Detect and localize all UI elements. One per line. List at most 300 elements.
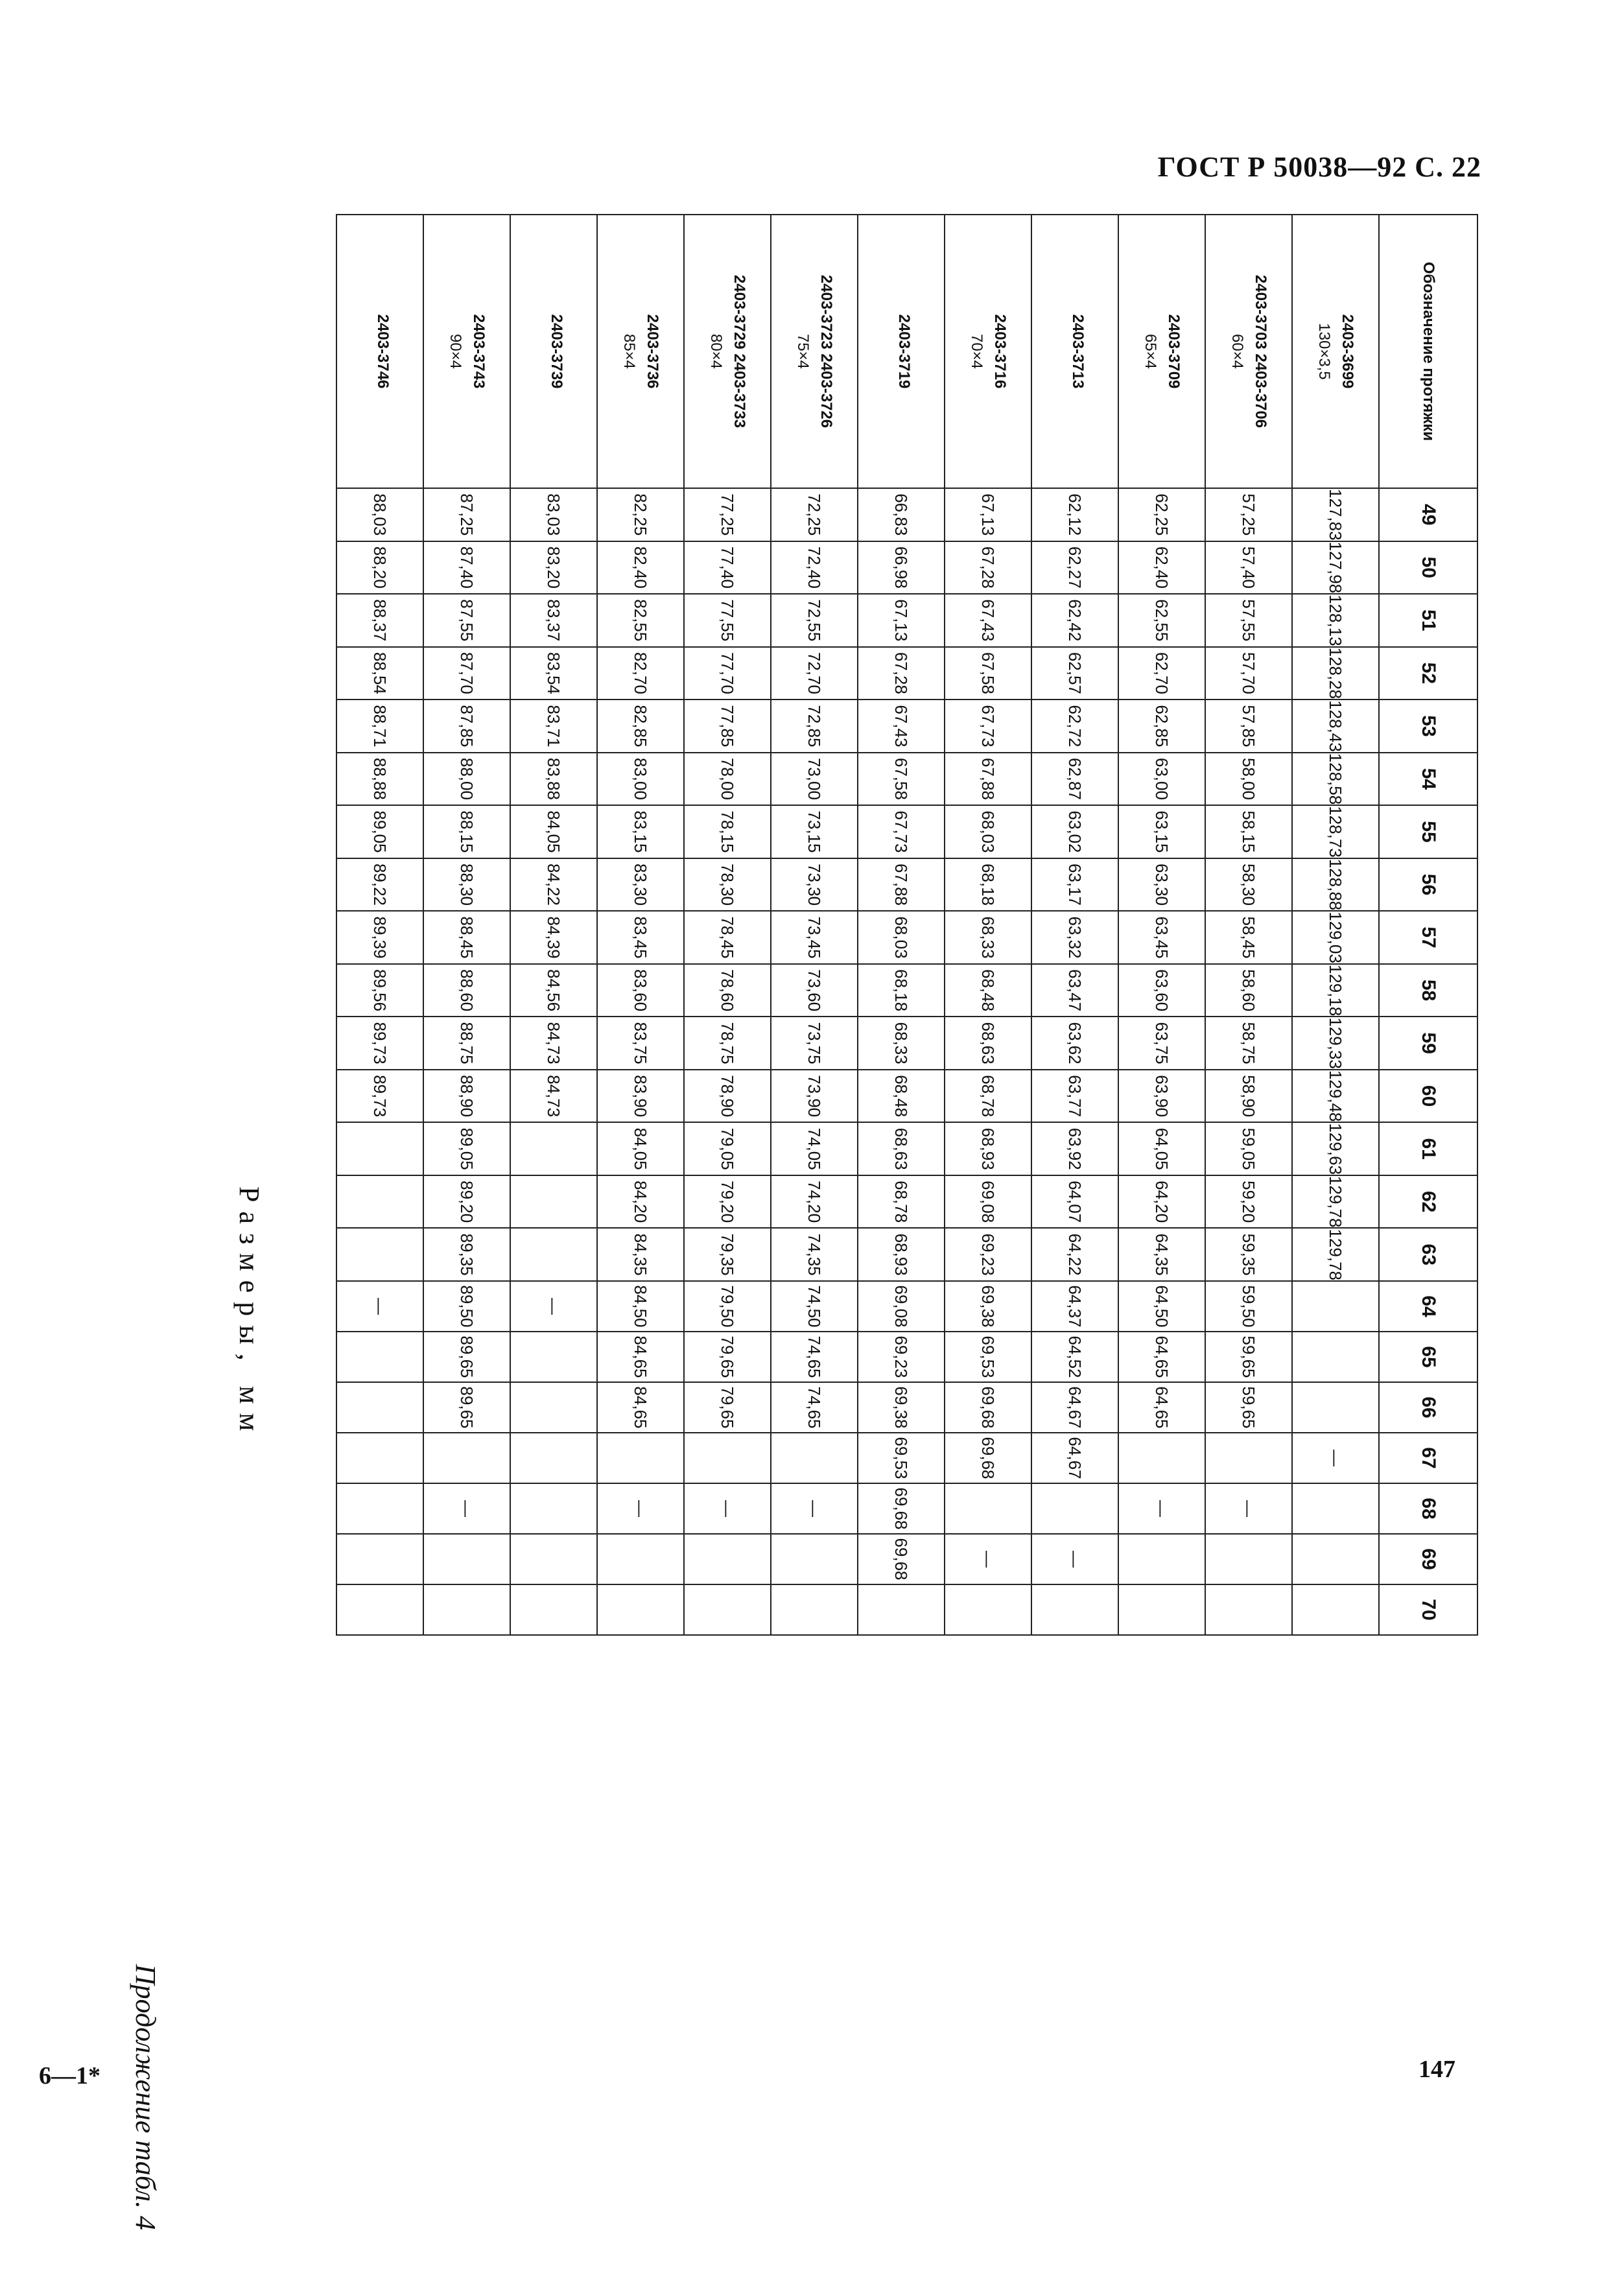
diameter-cell: 87,25 xyxy=(423,488,510,541)
broach-code-text: 2403-3716 xyxy=(991,314,1009,389)
diameter-cell: 68,18 xyxy=(945,858,1031,912)
diameter-cell: 83,54 xyxy=(510,647,597,700)
diameter-cell: 129,78 xyxy=(1292,1175,1379,1229)
diameter-cell: 129,03 xyxy=(1292,911,1379,964)
diameter-cell xyxy=(597,1433,684,1483)
diameter-cell: 64,22 xyxy=(1031,1228,1118,1281)
diameter-cell: 87,55 xyxy=(423,594,510,647)
diameter-cell: 78,75 xyxy=(684,1017,771,1070)
diameter-cell: 68,63 xyxy=(945,1017,1031,1070)
diameter-cell: 87,85 xyxy=(423,700,510,753)
diameter-cell: 89,56 xyxy=(336,964,423,1017)
diameter-cell: 79,50 xyxy=(684,1281,771,1332)
diameter-cell: — xyxy=(336,1281,423,1332)
diameter-cell xyxy=(1205,1433,1292,1483)
diameter-cell: 63,47 xyxy=(1031,964,1118,1017)
diameter-cell: 64,65 xyxy=(1118,1332,1205,1382)
broach-code-text: 2403-3739 xyxy=(548,314,565,389)
diameter-cell: 78,45 xyxy=(684,911,771,964)
tooth-number-header: 49 xyxy=(1379,488,1477,541)
diameter-cell xyxy=(771,1534,858,1584)
diameter-cell: 63,77 xyxy=(1031,1070,1118,1123)
broach-code-text: 2403-3729 2403-3733 xyxy=(731,274,748,429)
diameter-cell: 73,15 xyxy=(771,805,858,858)
diameter-cell: 74,50 xyxy=(771,1281,858,1332)
diameter-cell: 72,70 xyxy=(771,647,858,700)
diameter-cell: 63,92 xyxy=(1031,1122,1118,1175)
diameter-cell xyxy=(510,1584,597,1635)
diameter-cell: 62,87 xyxy=(1031,753,1118,806)
diameter-cell: 84,05 xyxy=(510,805,597,858)
diameter-cell: 88,37 xyxy=(336,594,423,647)
diameter-cell: 64,35 xyxy=(1118,1228,1205,1281)
diameter-cell xyxy=(1118,1584,1205,1635)
diameter-cell: 73,60 xyxy=(771,964,858,1017)
diameter-cell: 77,25 xyxy=(684,488,771,541)
broach-code-text: 2403-3713 xyxy=(1069,314,1087,389)
tooth-number-header: 62 xyxy=(1379,1175,1477,1229)
diameter-cell: 58,45 xyxy=(1205,911,1292,964)
diameter-cell xyxy=(1118,1433,1205,1483)
diameter-cell: 78,00 xyxy=(684,753,771,806)
diameter-cell: 69,68 xyxy=(858,1483,945,1534)
broach-dxm-text: 90×4 xyxy=(447,333,464,370)
diameter-cell: 68,63 xyxy=(858,1122,945,1175)
diameter-cell xyxy=(771,1433,858,1483)
diameter-cell: 129,48 xyxy=(1292,1070,1379,1123)
diameter-cell: 78,90 xyxy=(684,1070,771,1123)
diameter-cell: 66,83 xyxy=(858,488,945,541)
diameter-cell: 58,00 xyxy=(1205,753,1292,806)
diameter-cell: 68,18 xyxy=(858,964,945,1017)
diameter-cell: 128,28 xyxy=(1292,647,1379,700)
diameter-cell: 82,25 xyxy=(597,488,684,541)
diameter-cell: 62,27 xyxy=(1031,541,1118,594)
tooth-number-header: 54 xyxy=(1379,753,1477,806)
diameter-cell xyxy=(336,1534,423,1584)
diameter-cell: 67,73 xyxy=(858,805,945,858)
diameter-cell: 63,60 xyxy=(1118,964,1205,1017)
diameter-cell: 59,65 xyxy=(1205,1332,1292,1382)
diameter-cell xyxy=(423,1584,510,1635)
diameter-cell: 59,35 xyxy=(1205,1228,1292,1281)
diameter-cell: 68,78 xyxy=(945,1070,1031,1123)
diameter-cell: 64,67 xyxy=(1031,1382,1118,1433)
diameter-cell: 59,65 xyxy=(1205,1382,1292,1433)
diameter-cell: 84,50 xyxy=(597,1281,684,1332)
tooth-number-header: 61 xyxy=(1379,1122,1477,1175)
diameter-cell: 77,40 xyxy=(684,541,771,594)
diameter-cell: 83,20 xyxy=(510,541,597,594)
diameter-cell: 63,30 xyxy=(1118,858,1205,912)
diameter-cell: 74,65 xyxy=(771,1382,858,1433)
diameter-cell: 87,70 xyxy=(423,647,510,700)
diameter-cell: 79,65 xyxy=(684,1332,771,1382)
diameter-cell: 72,40 xyxy=(771,541,858,594)
diameter-cell: 69,23 xyxy=(858,1332,945,1382)
diameter-cell: 59,20 xyxy=(1205,1175,1292,1229)
diameter-cell: 83,90 xyxy=(597,1070,684,1123)
diameter-cell: 66,98 xyxy=(858,541,945,594)
diameter-cell: 127,98 xyxy=(1292,541,1379,594)
broach-code xyxy=(1118,215,1205,488)
broach-code-text: 2403-3709 xyxy=(1165,314,1183,389)
broach-dxm-text: 70×4 xyxy=(968,333,985,370)
diameter-cell: 73,75 xyxy=(771,1017,858,1070)
diameter-cell xyxy=(1292,1332,1379,1382)
diameter-cell: 63,02 xyxy=(1031,805,1118,858)
broach-code xyxy=(336,215,423,488)
diameter-cell xyxy=(945,1584,1031,1635)
broach-code-text: 2403-3699 xyxy=(1339,314,1356,389)
diameter-cell: 82,40 xyxy=(597,541,684,594)
diameter-cell: — xyxy=(423,1483,510,1534)
diameter-cell: 68,78 xyxy=(858,1175,945,1229)
diameter-cell: 127,83 xyxy=(1292,488,1379,541)
diameter-cell: 58,30 xyxy=(1205,858,1292,912)
diameter-cell xyxy=(1118,1534,1205,1584)
diameter-cell: 129,18 xyxy=(1292,964,1379,1017)
diameter-cell: 58,75 xyxy=(1205,1017,1292,1070)
diameter-cell: 63,90 xyxy=(1118,1070,1205,1123)
broach-code-text: 2403-3746 xyxy=(374,314,392,389)
diameter-cell: 72,55 xyxy=(771,594,858,647)
diameter-cell: 59,05 xyxy=(1205,1122,1292,1175)
tooth-number-header: 70 xyxy=(1379,1584,1477,1635)
diameter-cell: 64,65 xyxy=(1118,1382,1205,1433)
diameter-cell: — xyxy=(945,1534,1031,1584)
broach-code xyxy=(945,215,1031,488)
diameter-cell: 79,05 xyxy=(684,1122,771,1175)
diameter-cell: 74,65 xyxy=(771,1332,858,1382)
diameter-cell: 83,15 xyxy=(597,805,684,858)
diameter-cell xyxy=(1292,1534,1379,1584)
diameter-cell: 67,43 xyxy=(945,594,1031,647)
diameter-cell: 73,45 xyxy=(771,911,858,964)
diameter-cell: 128,73 xyxy=(1292,805,1379,858)
diameter-cell: — xyxy=(510,1281,597,1332)
diameter-cell xyxy=(1031,1584,1118,1635)
diameter-cell: 67,28 xyxy=(945,541,1031,594)
diameter-cell: 57,55 xyxy=(1205,594,1292,647)
tooth-number-header: 66 xyxy=(1379,1382,1477,1433)
diameter-cell xyxy=(1205,1534,1292,1584)
diameter-cell: 74,20 xyxy=(771,1175,858,1229)
broach-code xyxy=(1031,215,1118,488)
broach-dxm-text: 75×4 xyxy=(794,333,812,370)
diameter-cell: 64,67 xyxy=(1031,1433,1118,1483)
diameter-cell: 79,35 xyxy=(684,1228,771,1281)
diameter-cell: 84,20 xyxy=(597,1175,684,1229)
diameter-cell xyxy=(336,1332,423,1382)
diameter-cell: 68,03 xyxy=(858,911,945,964)
diameter-cell: 67,43 xyxy=(858,700,945,753)
diameter-cell: 89,73 xyxy=(336,1017,423,1070)
diameter-cell: 57,40 xyxy=(1205,541,1292,594)
diameter-cell: 64,05 xyxy=(1118,1122,1205,1175)
tooth-number-header: 60 xyxy=(1379,1070,1477,1123)
diameter-cell: 84,22 xyxy=(510,858,597,912)
dimensions-title: Размеры, мм xyxy=(233,1186,265,1441)
diameter-cell: 57,70 xyxy=(1205,647,1292,700)
diameter-cell xyxy=(684,1534,771,1584)
diameter-cell: 88,71 xyxy=(336,700,423,753)
diameter-cell: 82,85 xyxy=(597,700,684,753)
diameter-cell: 63,00 xyxy=(1118,753,1205,806)
diameter-cell xyxy=(336,1175,423,1229)
diameter-cell xyxy=(510,1382,597,1433)
diameter-cell: 77,70 xyxy=(684,647,771,700)
broach-code xyxy=(684,215,771,488)
broach-code-text: 2403-3736 xyxy=(644,314,661,389)
diameter-cell: 82,70 xyxy=(597,647,684,700)
broach-dxm-text: 60×4 xyxy=(1229,333,1246,370)
diameter-cell: 89,20 xyxy=(423,1175,510,1229)
diameter-cell: 88,00 xyxy=(423,753,510,806)
diameter-cell: 67,13 xyxy=(945,488,1031,541)
diameter-cell: 129,78 xyxy=(1292,1228,1379,1281)
diameter-cell: 64,20 xyxy=(1118,1175,1205,1229)
diameter-cell: 83,71 xyxy=(510,700,597,753)
broach-code xyxy=(423,215,510,488)
diameter-cell xyxy=(423,1433,510,1483)
diameter-cell: 68,93 xyxy=(945,1122,1031,1175)
diameter-cell: 58,15 xyxy=(1205,805,1292,858)
diameter-cell xyxy=(1292,1281,1379,1332)
diameter-cell xyxy=(510,1122,597,1175)
diameter-cell: — xyxy=(597,1483,684,1534)
diameter-cell: 83,00 xyxy=(597,753,684,806)
diameter-cell: 88,20 xyxy=(336,541,423,594)
diameter-cell: 78,15 xyxy=(684,805,771,858)
tooth-number-header: 50 xyxy=(1379,541,1477,594)
diameter-cell: 128,13 xyxy=(1292,594,1379,647)
diameter-cell: 84,05 xyxy=(597,1122,684,1175)
footer-sheet-mark: 6—1* xyxy=(39,2062,100,2089)
diameter-cell: 63,17 xyxy=(1031,858,1118,912)
tooth-number-header: 57 xyxy=(1379,911,1477,964)
diameter-cell: 87,40 xyxy=(423,541,510,594)
diameter-cell: 67,58 xyxy=(858,753,945,806)
diameter-cell: 67,58 xyxy=(945,647,1031,700)
diameter-cell xyxy=(336,1433,423,1483)
diameter-cell: — xyxy=(684,1483,771,1534)
diameter-cell xyxy=(1292,1483,1379,1534)
diameter-cell: 83,60 xyxy=(597,964,684,1017)
diameter-cell: 73,00 xyxy=(771,753,858,806)
diameter-cell: 84,73 xyxy=(510,1017,597,1070)
diameter-cell xyxy=(510,1433,597,1483)
diameter-cell: 67,88 xyxy=(945,753,1031,806)
tooth-number-header: 63 xyxy=(1379,1228,1477,1281)
broach-code xyxy=(597,215,684,488)
tooth-number-header: 55 xyxy=(1379,805,1477,858)
broach-dxm-text: 85×4 xyxy=(620,333,638,370)
diameter-cell: 69,53 xyxy=(858,1433,945,1483)
diameter-cell: 68,48 xyxy=(945,964,1031,1017)
diameter-cell: 64,07 xyxy=(1031,1175,1118,1229)
diameter-cell: 89,50 xyxy=(423,1281,510,1332)
diameter-cell: — xyxy=(1118,1483,1205,1534)
diameter-cell xyxy=(1031,1483,1118,1534)
diameter-cell: 89,73 xyxy=(336,1070,423,1123)
broach-dxm-text: 130×3,5 xyxy=(1315,323,1333,380)
diameter-cell: 63,62 xyxy=(1031,1017,1118,1070)
diameter-cell: 69,08 xyxy=(945,1175,1031,1229)
broach-code-text: 2403-3743 xyxy=(470,314,488,389)
diameter-cell: 58,90 xyxy=(1205,1070,1292,1123)
diameter-cell xyxy=(1292,1584,1379,1635)
diameter-cell xyxy=(684,1433,771,1483)
diameter-cell: 74,05 xyxy=(771,1122,858,1175)
diameter-cell: 84,65 xyxy=(597,1332,684,1382)
diameter-cell: 62,25 xyxy=(1118,488,1205,541)
diameter-cell: 79,65 xyxy=(684,1382,771,1433)
diameter-cell: 64,37 xyxy=(1031,1281,1118,1332)
diameter-cell: 64,50 xyxy=(1118,1281,1205,1332)
diameter-cell: 73,90 xyxy=(771,1070,858,1123)
diameter-cell xyxy=(336,1228,423,1281)
tooth-number-header: 69 xyxy=(1379,1534,1477,1584)
diameter-cell: 78,60 xyxy=(684,964,771,1017)
diameter-cell: 69,68 xyxy=(945,1382,1031,1433)
diameter-cell: 83,45 xyxy=(597,911,684,964)
diameter-cell: 72,25 xyxy=(771,488,858,541)
diameter-cell: 59,50 xyxy=(1205,1281,1292,1332)
diameter-cell: 69,68 xyxy=(858,1534,945,1584)
diameter-cell xyxy=(336,1584,423,1635)
broach-dxm-text: 80×4 xyxy=(707,333,725,370)
diameter-cell xyxy=(423,1534,510,1584)
diameter-cell: 69,68 xyxy=(945,1433,1031,1483)
diameter-cell: 84,35 xyxy=(597,1228,684,1281)
diameter-cell: 128,58 xyxy=(1292,753,1379,806)
diameter-cell: 57,85 xyxy=(1205,700,1292,753)
diameter-cell: 84,73 xyxy=(510,1070,597,1123)
diameter-cell xyxy=(597,1584,684,1635)
diameter-cell: 74,35 xyxy=(771,1228,858,1281)
gost-header: ГОСТ Р 50038—92 С. 22 xyxy=(1157,151,1481,183)
diameter-cell: 62,72 xyxy=(1031,700,1118,753)
diameter-cell: 63,15 xyxy=(1118,805,1205,858)
diameter-cell: 77,85 xyxy=(684,700,771,753)
broach-table xyxy=(336,214,1478,1636)
diameter-cell: 62,42 xyxy=(1031,594,1118,647)
diameter-cell: 62,57 xyxy=(1031,647,1118,700)
tooth-number-header: 67 xyxy=(1379,1433,1477,1483)
diameter-cell: 78,30 xyxy=(684,858,771,912)
tooth-number-header: 52 xyxy=(1379,647,1477,700)
diameter-cell xyxy=(510,1228,597,1281)
diameter-cell: 88,88 xyxy=(336,753,423,806)
diameter-cell xyxy=(1292,1382,1379,1433)
diameter-cell: 84,56 xyxy=(510,964,597,1017)
diameter-cell: 88,75 xyxy=(423,1017,510,1070)
tooth-number-header: 64 xyxy=(1379,1281,1477,1332)
diameter-cell: 68,33 xyxy=(858,1017,945,1070)
diameter-cell: 63,32 xyxy=(1031,911,1118,964)
diameter-cell: 62,40 xyxy=(1118,541,1205,594)
diameter-cell: 69,53 xyxy=(945,1332,1031,1382)
tooth-number-header: 56 xyxy=(1379,858,1477,912)
diameter-cell: 88,30 xyxy=(423,858,510,912)
diameter-cell: 88,90 xyxy=(423,1070,510,1123)
diameter-cell xyxy=(510,1175,597,1229)
diameter-cell: 83,88 xyxy=(510,753,597,806)
diameter-cell xyxy=(510,1332,597,1382)
diameter-cell: 62,55 xyxy=(1118,594,1205,647)
diameter-cell: 88,15 xyxy=(423,805,510,858)
tooth-number-header: 58 xyxy=(1379,964,1477,1017)
diameter-cell: 83,03 xyxy=(510,488,597,541)
broach-code xyxy=(771,215,858,488)
diameter-cell: — xyxy=(771,1483,858,1534)
broach-code-text: 2403-3703 2403-3706 xyxy=(1252,274,1269,429)
diameter-cell: 83,37 xyxy=(510,594,597,647)
diameter-cell xyxy=(336,1483,423,1534)
diameter-cell xyxy=(1205,1584,1292,1635)
diameter-cell: 89,22 xyxy=(336,858,423,912)
diameter-cell: 68,48 xyxy=(858,1070,945,1123)
diameter-cell: 89,05 xyxy=(423,1122,510,1175)
broach-code xyxy=(510,215,597,488)
diameter-cell: 69,38 xyxy=(945,1281,1031,1332)
diameter-cell: 89,35 xyxy=(423,1228,510,1281)
diameter-cell: 79,20 xyxy=(684,1175,771,1229)
tooth-number-header: 53 xyxy=(1379,700,1477,753)
diameter-cell: 67,13 xyxy=(858,594,945,647)
diameter-cell xyxy=(510,1534,597,1584)
broach-code-text: 2403-3723 2403-3726 xyxy=(818,274,835,429)
page-number: 147 xyxy=(1418,2056,1455,2083)
designation-header: Обозначение протяжки xyxy=(1379,215,1477,488)
diameter-cell: 88,54 xyxy=(336,647,423,700)
diameter-cell: 88,03 xyxy=(336,488,423,541)
diameter-cell: 69,38 xyxy=(858,1382,945,1433)
diameter-cell: 68,03 xyxy=(945,805,1031,858)
diameter-cell: 68,93 xyxy=(858,1228,945,1281)
diameter-cell: 129,63 xyxy=(1292,1122,1379,1175)
diameter-cell: 84,39 xyxy=(510,911,597,964)
diameter-cell: 63,45 xyxy=(1118,911,1205,964)
diameter-cell xyxy=(597,1534,684,1584)
diameter-cell: 62,85 xyxy=(1118,700,1205,753)
diameter-cell: 69,23 xyxy=(945,1228,1031,1281)
diameter-cell: 88,60 xyxy=(423,964,510,1017)
diameter-cell: 73,30 xyxy=(771,858,858,912)
diameter-cell: 129,33 xyxy=(1292,1017,1379,1070)
diameter-cell: 68,33 xyxy=(945,911,1031,964)
diameter-cell xyxy=(858,1584,945,1635)
diameter-cell: 83,30 xyxy=(597,858,684,912)
diameter-cell: 62,70 xyxy=(1118,647,1205,700)
diameter-cell: 69,08 xyxy=(858,1281,945,1332)
diameter-cell: — xyxy=(1205,1483,1292,1534)
diameter-cell: 62,12 xyxy=(1031,488,1118,541)
diameter-cell xyxy=(510,1483,597,1534)
diameter-cell: — xyxy=(1031,1534,1118,1584)
broach-code xyxy=(1292,215,1379,488)
tooth-number-header: 65 xyxy=(1379,1332,1477,1382)
tooth-number-header: 51 xyxy=(1379,594,1477,647)
diameter-cell: 89,65 xyxy=(423,1332,510,1382)
diameter-cell: 89,65 xyxy=(423,1382,510,1433)
diameter-cell: 83,75 xyxy=(597,1017,684,1070)
diameter-cell xyxy=(945,1483,1031,1534)
diameter-cell: 67,28 xyxy=(858,647,945,700)
diameter-cell: 67,73 xyxy=(945,700,1031,753)
diameter-cell: 128,88 xyxy=(1292,858,1379,912)
